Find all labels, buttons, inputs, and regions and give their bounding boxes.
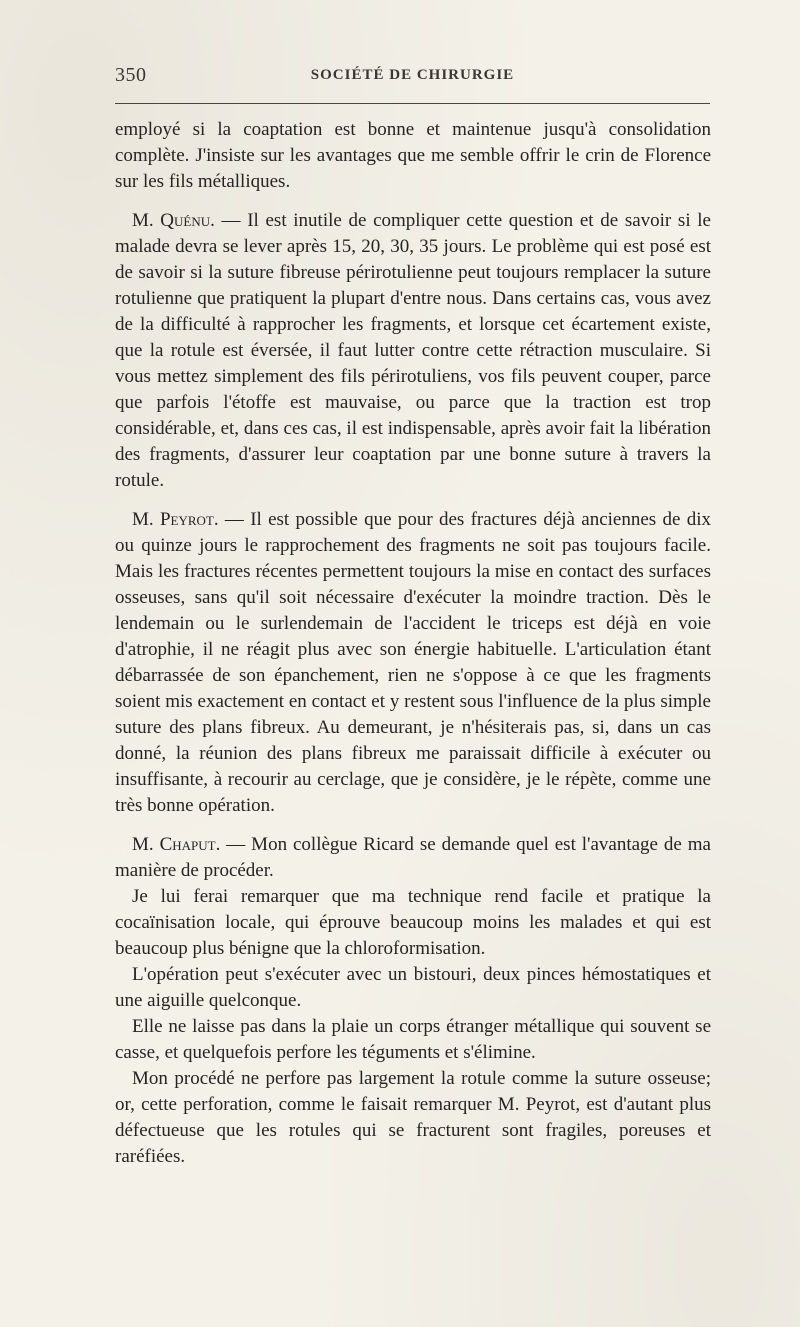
paragraph-chaput-instruments — [115, 962, 711, 1014]
paragraph-text: — Il est possible que pour des fractures déjà anciennes de dix ou quinze jours le rapprochement des fragments ne soit pas toujours facile. Mais les fractures récentes permettent toujours la mise en contact des surfaces osseuses, sans qu'il soit nécessaire d'exécuter la moindre traction. Dès le lendemain ou le surlendemain de l'accident le triceps est déjà en voie d'atrophie, il ne réagit plus avec son énergie habituelle. L'articulation étant débarrassée de son épanchement, rien ne s'oppose à ce que les fragments soient mis exactement en contact et y restent sous l'influence de la plus simple suture des plans fibreux. Au demeurant, je n'hésiterais pas, si, dans un cas donné, la réunion des plans fibreux me paraissait difficile à exécuter ou insuffisante, à recourir au cerclage, que je considère, je le répète, comme une très bonne opération. — [115, 509, 711, 816]
speaker-name: M. Quénu. — [132, 210, 215, 231]
header-rule — [115, 103, 710, 104]
paragraph-text: — Mon collègue Ricard se demande quel est l'avantage de ma manière de procéder. — [115, 834, 711, 881]
paragraph-chaput-foreign-body — [115, 1014, 711, 1066]
speaker-name: M. Peyrot. — [132, 509, 219, 530]
body-text — [115, 117, 711, 1170]
paragraph-text: Je lui ferai remarquer que ma technique rend facile et pratique la cocaïnisation locale, qui éprouve beaucoup moins les malades et qui est beaucoup plus bénigne que la chloroformisation. — [115, 886, 711, 959]
page-number: 350 — [115, 64, 147, 86]
paragraph-chaput-perforation — [115, 1066, 711, 1170]
paragraph-text: Mon procédé ne perfore pas largement la rotule comme la suture osseuse; or, cette perforation, comme le faisait remarquer M. Peyrot, est d'autant plus défectueuse que les rotules qui se fracturent sont fragiles, poreuses et raréfiées. — [115, 1068, 711, 1167]
paragraph-text: L'opération peut s'exécuter avec un bistouri, deux pinces hémostatiques et une aiguille quelconque. — [115, 964, 711, 1011]
paragraph-chaput — [115, 832, 711, 884]
paragraph-peyrot — [115, 507, 711, 819]
paragraph-text: Elle ne laisse pas dans la plaie un corps étranger métallique qui souvent se casse, et quelquefois perfore les téguments et s'élimine. — [115, 1016, 711, 1063]
speaker-name: M. Chaput. — [132, 834, 221, 855]
running-title: SOCIÉTÉ DE CHIRURGIE — [310, 67, 515, 83]
paragraph-continuation — [115, 117, 711, 195]
page-header — [115, 64, 710, 90]
paragraph-chaput-anesthesia — [115, 884, 711, 962]
paragraph-quenu — [115, 208, 711, 494]
paragraph-text: employé si la coaptation est bonne et maintenue jusqu'à consolidation complète. J'insiste sur les avantages que me semble offrir le crin de Florence sur les fils métalliques. — [115, 119, 711, 192]
paragraph-text: — Il est inutile de compliquer cette question et de savoir si le malade devra se lever après 15, 20, 30, 35 jours. Le problème qui est posé est de savoir si la suture fibreuse périrotulienne peut toujours remplacer la suture rotulienne que pratiquent la plupart d'entre nous. Dans certains cas, vous avez de la difficulté à rapprocher les fragments, et lorsque cet écartement existe, que la rotule est éversée, il faut lutter contre cette rétraction musculaire. Si vous mettez simplement des fils périrotuliens, vos fils peuvent couper, parce que parfois l'étoffe est mauvaise, ou parce que la traction est trop considérable, et, dans ces cas, il est indispensable, après avoir fait la libération des fragments, d'assurer leur coaptation par une bonne suture à travers la rotule. — [115, 210, 711, 491]
